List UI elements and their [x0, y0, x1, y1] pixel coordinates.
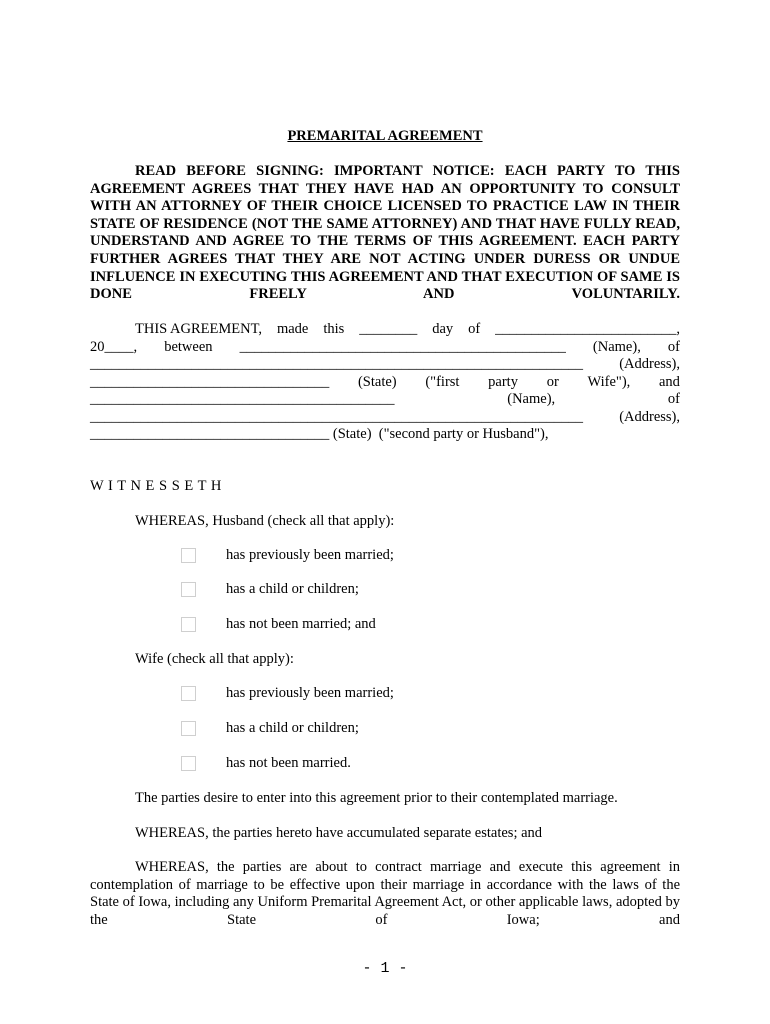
- document-title: PREMARITAL AGREEMENT: [287, 128, 483, 144]
- second-party-name-line: [90, 390, 680, 408]
- checkbox[interactable]: [181, 686, 196, 701]
- checkbox[interactable]: [181, 548, 196, 563]
- checkbox[interactable]: [181, 721, 196, 736]
- intro-text: made: [276, 321, 309, 337]
- first-party-name-blank[interactable]: _____________________________________________: [239, 339, 566, 355]
- intro-text: of: [667, 391, 680, 407]
- year-blank[interactable]: 20____,: [90, 339, 138, 355]
- first-party-address-blank[interactable]: ____________________________________________________________________: [90, 356, 583, 372]
- second-party-name-blank[interactable]: __________________________________________: [90, 391, 395, 407]
- second-party-address-blank[interactable]: ____________________________________________________________________: [90, 409, 583, 425]
- intro-text: and: [659, 374, 680, 390]
- intro-text: (Address),: [619, 409, 680, 425]
- option-label: has a child or children;: [226, 581, 359, 597]
- intro-text: this: [323, 321, 345, 337]
- intro-text: (Address),: [619, 356, 680, 372]
- intro-text: between: [164, 339, 213, 355]
- option-label: has previously been married;: [226, 685, 394, 701]
- husband-option-children: [181, 580, 359, 598]
- intro-text: or: [546, 374, 559, 390]
- intro-text: (State): [357, 374, 397, 390]
- estates-paragraph: WHEREAS, the parties hereto have accumulated separate estates; and: [135, 825, 543, 841]
- second-party-address-line: [90, 408, 680, 426]
- intro-text: (Name),: [592, 339, 641, 355]
- desire-paragraph: The parties desire to enter into this agreement prior to their contemplated marriage.: [135, 790, 618, 806]
- page-number: - 1 -: [362, 960, 408, 977]
- wife-heading: Wife (check all that apply):: [135, 651, 294, 667]
- checkbox[interactable]: [181, 582, 196, 597]
- notice-text: READ BEFORE SIGNING: IMPORTANT NOTICE: EACH PARTY TO THIS AGREEMENT AGREES THAT THEY HAVE HAD AN OPPORTUNITY TO CONSULT WITH AN ATTORNEY OF THEIR CHOICE LICENSED TO PRACTICE LAW IN THEIR STATE OF RESIDENCE (NOT THE SAME ATTORNEY) AND THAT HAVE FULLY READ, UNDERSTAND AND AGREE TO THE TERMS OF THIS AGREEMENT. EACH PARTY FURTHER AGREES THAT THEY ARE NOT ACTING UNDER DURESS OR UNDUE INFLUENCE IN EXECUTING THIS AGREEMENT AND THAT EXECUTION OF SAME IS DONE FREELY AND VOLUNTARILY.: [90, 163, 680, 303]
- intro-text: of: [667, 339, 680, 355]
- contract-text: WHEREAS, the parties are about to contract marriage and execute this agreement in contemplation of marriage to be effective upon their marriage in accordance with the laws of the State of Iowa, including any Uniform Premarital Agreement Act, or other applicable laws, adopted by the State of Iowa; and: [90, 859, 680, 928]
- husband-option-previously-married: [181, 546, 394, 564]
- option-label: has not been married; and: [226, 616, 376, 632]
- agreement-date-line: [135, 320, 680, 338]
- month-blank[interactable]: _________________________,: [495, 321, 680, 337]
- intro-text: (Name),: [507, 391, 556, 407]
- option-label: has a child or children;: [226, 720, 359, 736]
- husband-option-not-married: [181, 615, 376, 633]
- wife-option-children: [181, 719, 359, 737]
- intro-text: ("first: [425, 374, 460, 390]
- option-label: has not been married.: [226, 755, 351, 771]
- first-party-address-line: [90, 355, 680, 373]
- first-party-state-line: [90, 373, 680, 391]
- checkbox[interactable]: [181, 617, 196, 632]
- important-notice: [90, 163, 680, 321]
- husband-heading: WHEREAS, Husband (check all that apply):: [135, 513, 395, 529]
- witnesseth-heading: W I T N E S S E T H: [90, 478, 222, 494]
- second-party-state-line[interactable]: _________________________________ (State) ("second party or Husband"),: [90, 426, 549, 442]
- intro-text: THIS AGREEMENT,: [135, 321, 263, 337]
- intro-text: Wife"),: [587, 374, 631, 390]
- option-label: has previously been married;: [226, 547, 394, 563]
- intro-text: day: [432, 321, 454, 337]
- checkbox[interactable]: [181, 756, 196, 771]
- wife-option-previously-married: [181, 684, 394, 702]
- intro-text: of: [468, 321, 481, 337]
- first-party-state-blank[interactable]: _________________________________: [90, 374, 330, 390]
- contract-paragraph: [90, 859, 680, 947]
- wife-option-not-married: [181, 754, 351, 772]
- day-blank[interactable]: ________: [359, 321, 418, 337]
- first-party-name-line: [90, 338, 680, 356]
- intro-text: party: [488, 374, 518, 390]
